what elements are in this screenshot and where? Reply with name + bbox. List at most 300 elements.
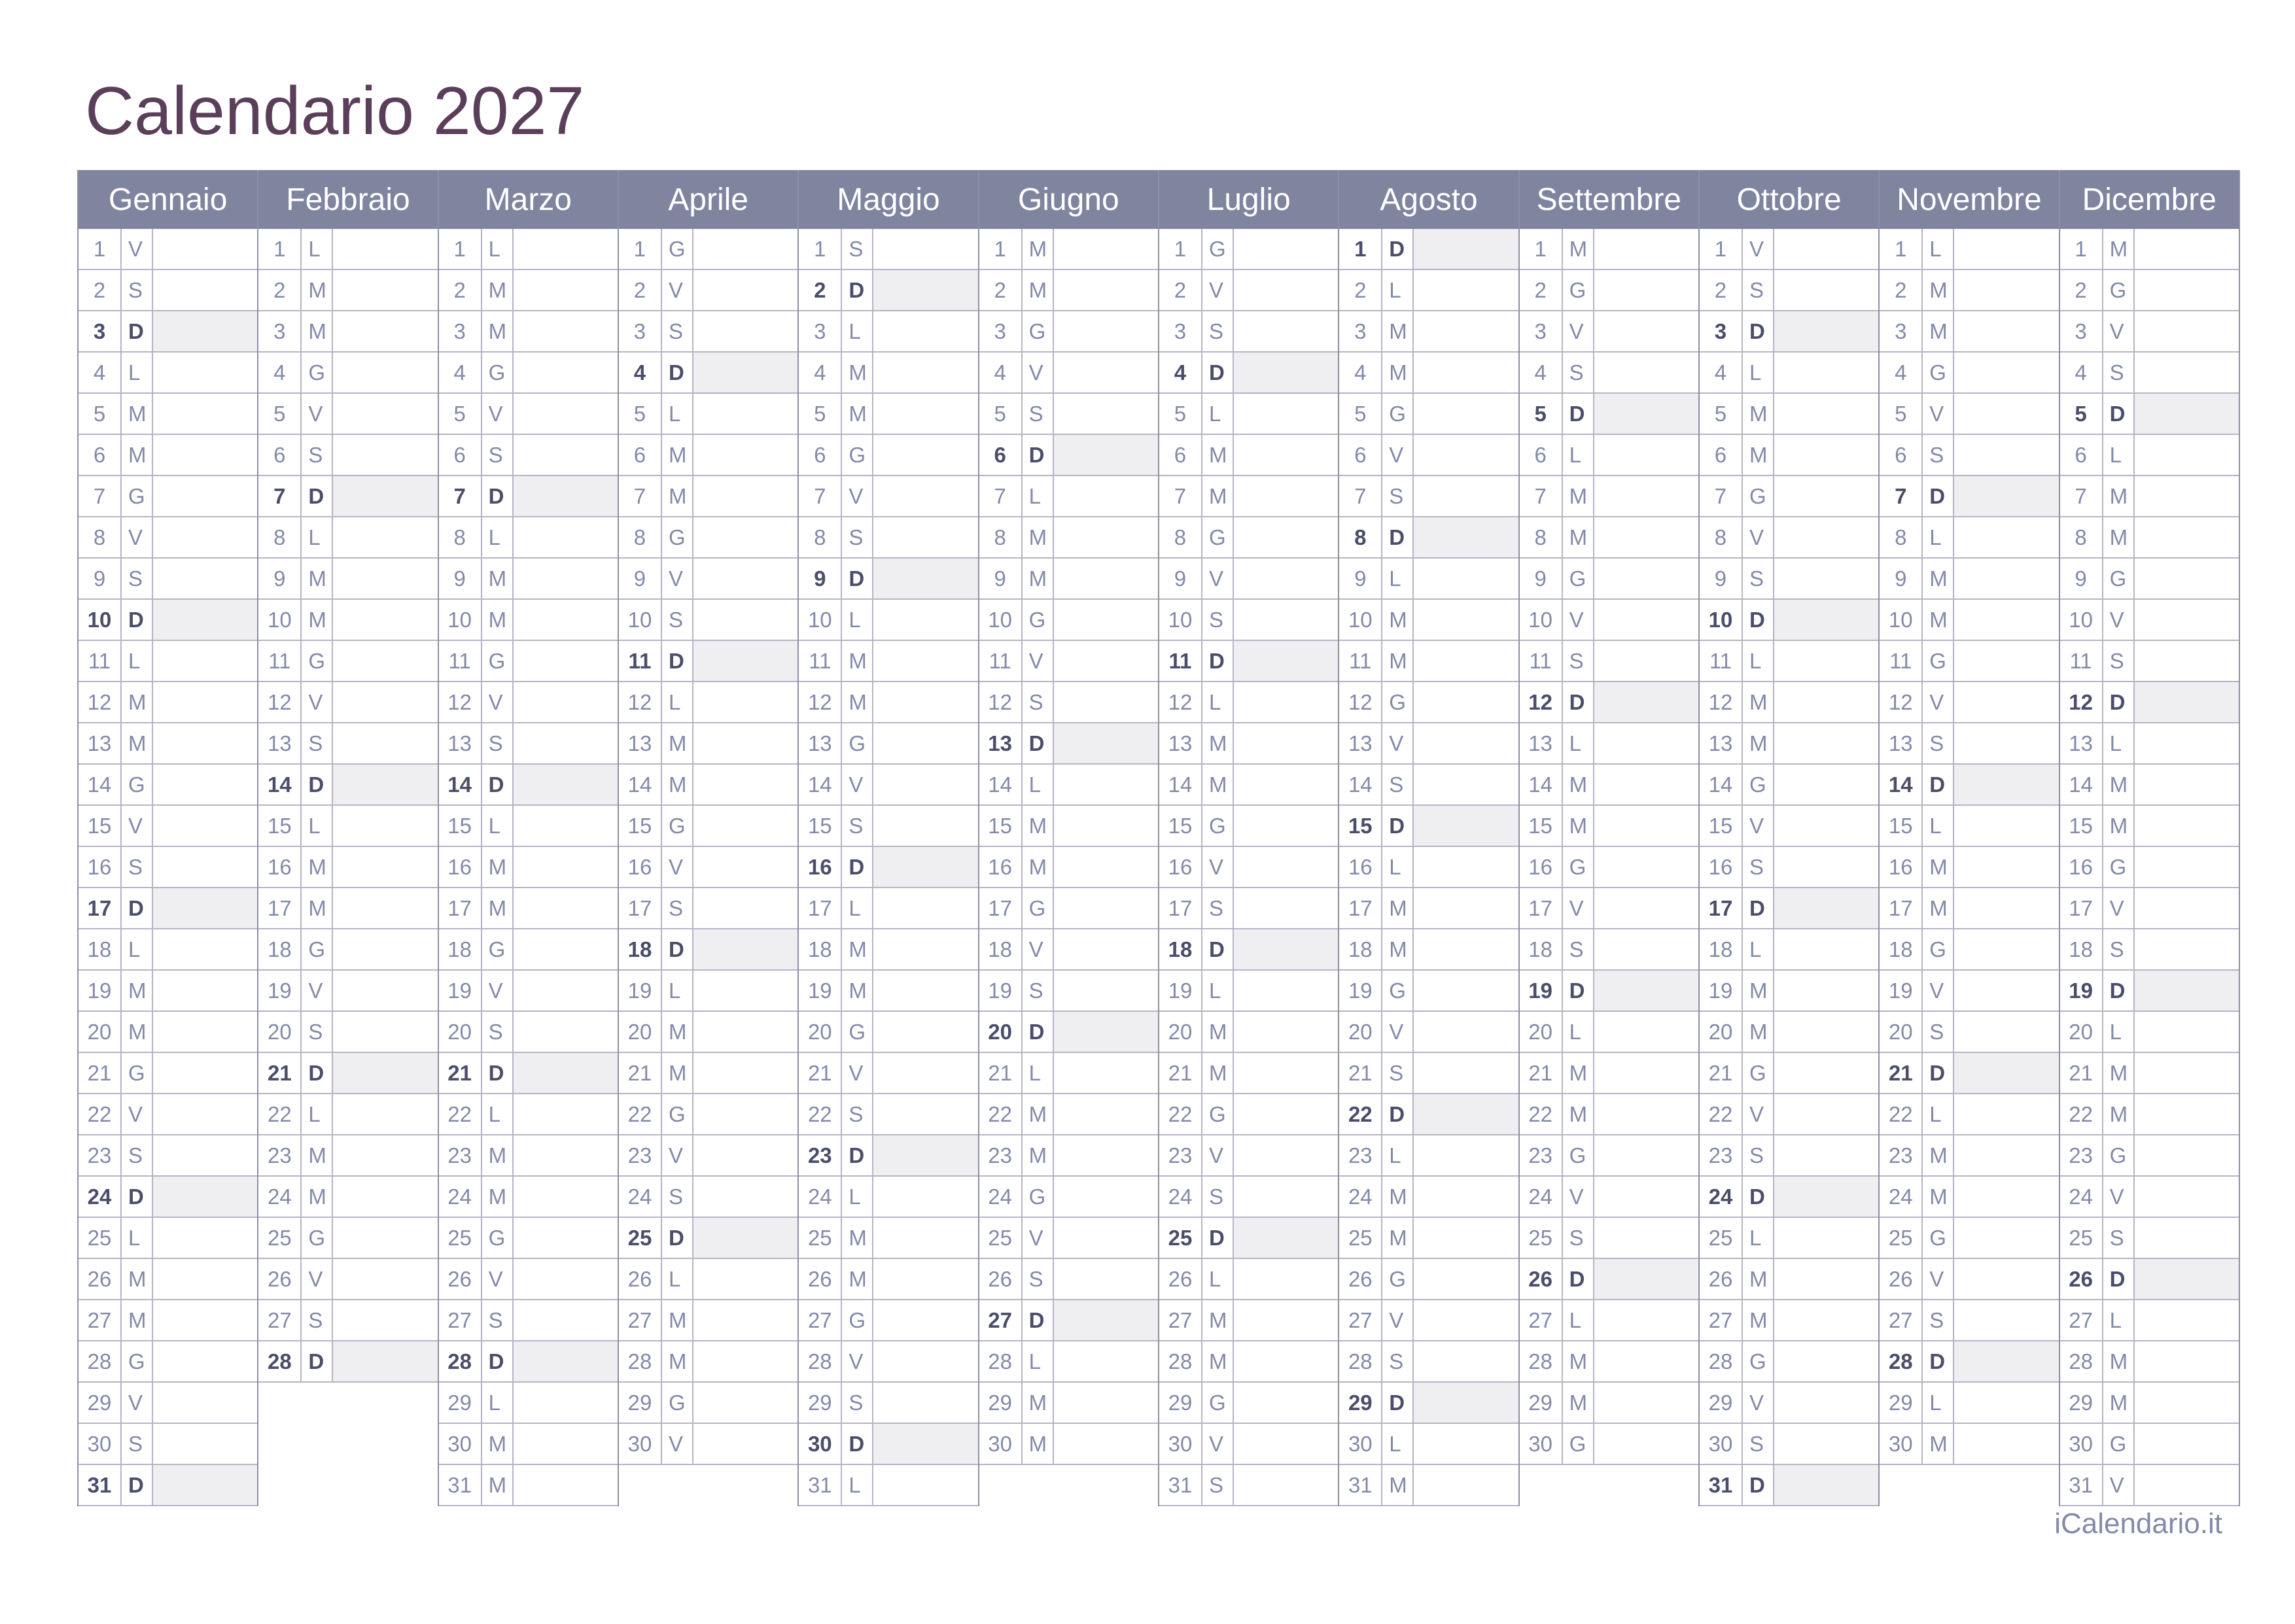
day-note-cell — [514, 1341, 618, 1381]
day-note-cell — [693, 229, 797, 269]
day-note-cell — [873, 1259, 977, 1299]
weekday-letter: S — [1743, 1424, 1774, 1464]
weekday-letter: G — [662, 229, 693, 269]
day-number: 6 — [1700, 435, 1743, 475]
day-row — [439, 971, 618, 1012]
weekday-letter: M — [662, 476, 693, 516]
day-note-cell — [1054, 682, 1158, 722]
day-number: 26 — [1520, 1259, 1563, 1299]
day-row — [258, 929, 437, 971]
day-number: 24 — [2060, 1177, 2103, 1217]
weekday-letter: V — [1202, 847, 1234, 887]
day-number: 9 — [439, 559, 482, 598]
day-number: 17 — [1520, 888, 1563, 928]
day-note-cell — [333, 806, 437, 846]
weekday-letter: M — [842, 1259, 873, 1299]
day-row — [2060, 929, 2239, 971]
day-number: 24 — [1159, 1177, 1202, 1217]
day-row — [1339, 1094, 1518, 1135]
day-note-cell — [2135, 311, 2239, 351]
day-note-cell — [153, 1094, 257, 1134]
weekday-letter: L — [1023, 765, 1054, 804]
day-row — [1339, 1259, 1518, 1300]
day-note-cell — [1234, 1341, 1338, 1381]
day-number: 23 — [79, 1135, 122, 1175]
day-row — [1339, 394, 1518, 435]
day-note-cell — [2135, 641, 2239, 681]
weekday-letter: V — [662, 1135, 693, 1175]
day-number: 8 — [1700, 517, 1743, 557]
weekday-letter: M — [1923, 600, 1954, 640]
day-number: 1 — [1880, 229, 1923, 269]
month-column-agosto — [1338, 170, 1518, 1506]
day-note-cell — [2135, 888, 2239, 928]
day-number: 7 — [439, 476, 482, 516]
day-number: 15 — [2060, 806, 2103, 846]
weekday-letter: G — [1023, 600, 1054, 640]
day-row — [979, 1218, 1158, 1259]
day-row — [439, 929, 618, 971]
day-note-cell — [873, 476, 977, 516]
day-note-cell — [1414, 682, 1518, 722]
day-number: 17 — [2060, 888, 2103, 928]
day-row — [1520, 847, 1698, 888]
day-note-cell — [1414, 847, 1518, 887]
day-row — [1700, 1012, 1878, 1053]
weekday-letter: G — [482, 1218, 514, 1258]
day-row — [799, 1383, 977, 1424]
weekday-letter: L — [1743, 1218, 1774, 1258]
day-row — [1520, 1094, 1698, 1135]
day-number: 24 — [1339, 1177, 1382, 1217]
weekday-letter: L — [1382, 1135, 1414, 1175]
day-row — [1520, 476, 1698, 517]
weekday-letter: S — [1743, 847, 1774, 887]
day-number: 4 — [799, 353, 842, 392]
day-number: 6 — [2060, 435, 2103, 475]
day-note-cell — [333, 270, 437, 310]
weekday-letter: V — [2103, 1177, 2135, 1217]
day-number: 6 — [1339, 435, 1382, 475]
day-note-cell — [1414, 517, 1518, 557]
weekday-letter: G — [1202, 517, 1234, 557]
day-note-cell — [873, 1341, 977, 1381]
day-number: 20 — [439, 1012, 482, 1052]
weekday-letter: M — [1202, 1053, 1234, 1093]
day-number: 11 — [439, 641, 482, 681]
day-row — [1159, 476, 1338, 517]
month-column-settembre — [1518, 170, 1698, 1506]
day-number: 10 — [2060, 600, 2103, 640]
day-row — [1520, 1177, 1698, 1218]
day-note-cell — [873, 435, 977, 475]
weekday-letter: L — [482, 1094, 514, 1134]
day-row — [1880, 723, 2058, 765]
day-number: 7 — [258, 476, 302, 516]
day-number: 22 — [1159, 1094, 1202, 1134]
day-row — [1880, 971, 2058, 1012]
day-row — [1700, 641, 1878, 682]
day-note-cell — [693, 806, 797, 846]
weekday-letter: D — [302, 1341, 333, 1381]
day-note-cell — [1414, 1341, 1518, 1381]
day-row — [1520, 1053, 1698, 1094]
weekday-letter: S — [122, 847, 153, 887]
day-number: 14 — [1159, 765, 1202, 804]
day-note-cell — [1954, 476, 2058, 516]
day-note-cell — [153, 1259, 257, 1299]
weekday-letter: V — [1382, 435, 1414, 475]
day-note-cell — [1594, 641, 1698, 681]
day-row — [799, 600, 977, 641]
day-note-cell — [1234, 394, 1338, 434]
day-number: 27 — [1520, 1300, 1563, 1340]
weekday-letter: M — [1382, 888, 1414, 928]
day-number: 12 — [2060, 682, 2103, 722]
weekday-letter: S — [122, 559, 153, 598]
weekday-letter: G — [1563, 270, 1594, 310]
day-note-cell — [514, 1259, 618, 1299]
day-note-cell — [1414, 1383, 1518, 1423]
day-row — [979, 682, 1158, 723]
day-row — [799, 1053, 977, 1094]
day-number: 28 — [619, 1341, 662, 1381]
day-number: 29 — [799, 1383, 842, 1423]
weekday-letter: G — [2103, 1135, 2135, 1175]
day-number: 19 — [1520, 971, 1563, 1011]
day-row — [1880, 1012, 2058, 1053]
day-number: 23 — [1159, 1135, 1202, 1175]
day-row — [1520, 353, 1698, 394]
day-note-cell — [514, 476, 618, 516]
weekday-letter: S — [302, 1012, 333, 1052]
day-note-cell — [1054, 1383, 1158, 1423]
day-number: 9 — [979, 559, 1023, 598]
day-number: 24 — [1520, 1177, 1563, 1217]
day-row — [258, 1053, 437, 1094]
day-note-cell — [873, 270, 977, 310]
weekday-letter: M — [842, 1218, 873, 1258]
day-number: 17 — [1880, 888, 1923, 928]
day-note-cell — [514, 1053, 618, 1093]
weekday-letter: L — [1023, 1053, 1054, 1093]
weekday-letter: L — [1923, 1383, 1954, 1423]
day-number: 25 — [1520, 1218, 1563, 1258]
day-row — [2060, 765, 2239, 806]
day-number: 24 — [1700, 1177, 1743, 1217]
day-row — [1880, 682, 2058, 723]
weekday-letter: L — [1202, 1259, 1234, 1299]
day-row — [1520, 1341, 1698, 1383]
weekday-letter: D — [1023, 435, 1054, 475]
day-number: 18 — [799, 929, 842, 969]
weekday-letter: G — [1382, 394, 1414, 434]
weekday-letter: G — [1382, 971, 1414, 1011]
day-row — [1339, 723, 1518, 765]
month-header: Dicembre — [2060, 170, 2239, 229]
month-header: Maggio — [799, 170, 977, 229]
weekday-letter: M — [1382, 1177, 1414, 1217]
weekday-letter: M — [1923, 1135, 1954, 1175]
day-note-cell — [153, 600, 257, 640]
weekday-letter: V — [302, 1259, 333, 1299]
day-note-cell — [514, 394, 618, 434]
day-row — [258, 435, 437, 476]
day-number: 5 — [258, 394, 302, 434]
month-header: Settembre — [1520, 170, 1698, 229]
day-row — [1159, 1424, 1338, 1465]
weekday-letter: M — [1382, 311, 1414, 351]
day-note-cell — [1774, 559, 1878, 598]
day-row — [1880, 1177, 2058, 1218]
day-row — [799, 888, 977, 929]
day-row — [2060, 1012, 2239, 1053]
day-number: 26 — [1159, 1259, 1202, 1299]
day-number: 17 — [979, 888, 1023, 928]
day-row — [1339, 600, 1518, 641]
day-row — [1159, 1383, 1338, 1424]
day-row — [1339, 765, 1518, 806]
day-number: 4 — [439, 353, 482, 392]
day-note-cell — [1954, 765, 2058, 804]
day-number: 5 — [439, 394, 482, 434]
day-row — [79, 270, 257, 311]
day-note-cell — [693, 1341, 797, 1381]
day-row — [1880, 435, 2058, 476]
day-row — [619, 1094, 797, 1135]
weekday-letter: G — [1563, 1135, 1594, 1175]
day-number: 30 — [1339, 1424, 1382, 1464]
day-row — [1700, 435, 1878, 476]
day-row — [1520, 1383, 1698, 1424]
day-note-cell — [153, 517, 257, 557]
day-number: 15 — [1339, 806, 1382, 846]
weekday-letter: L — [1202, 682, 1234, 722]
weekday-letter: L — [1563, 435, 1594, 475]
day-note-cell — [333, 394, 437, 434]
weekday-letter: M — [662, 1341, 693, 1381]
day-number: 25 — [1159, 1218, 1202, 1258]
weekday-letter: M — [1202, 1300, 1234, 1340]
weekday-letter: M — [1743, 1300, 1774, 1340]
day-number: 13 — [1339, 723, 1382, 763]
day-note-cell — [873, 1053, 977, 1093]
weekday-letter: G — [2103, 1424, 2135, 1464]
day-note-cell — [1414, 1177, 1518, 1217]
weekday-letter: M — [302, 1177, 333, 1217]
weekday-letter: S — [1563, 353, 1594, 392]
day-note-cell — [1954, 1424, 2058, 1464]
weekday-letter: D — [2103, 971, 2135, 1011]
weekday-letter: D — [1382, 229, 1414, 269]
day-row — [1700, 353, 1878, 394]
day-note-cell — [693, 476, 797, 516]
day-note-cell — [1414, 1135, 1518, 1175]
day-number: 3 — [2060, 311, 2103, 351]
day-note-cell — [873, 1383, 977, 1423]
day-number: 23 — [439, 1135, 482, 1175]
day-row — [1159, 1012, 1338, 1053]
day-number: 3 — [1700, 311, 1743, 351]
day-number: 20 — [1520, 1012, 1563, 1052]
weekday-letter: M — [1743, 1012, 1774, 1052]
day-number: 1 — [1700, 229, 1743, 269]
day-note-cell — [1054, 1341, 1158, 1381]
day-number: 1 — [79, 229, 122, 269]
day-note-cell — [1234, 888, 1338, 928]
day-row — [1159, 1259, 1338, 1300]
day-row — [79, 929, 257, 971]
day-number: 14 — [258, 765, 302, 804]
day-note-cell — [1594, 270, 1698, 310]
day-number: 11 — [1520, 641, 1563, 681]
day-row — [79, 682, 257, 723]
weekday-letter: L — [482, 806, 514, 846]
weekday-letter: L — [662, 1259, 693, 1299]
day-row — [2060, 559, 2239, 600]
weekday-letter: S — [1923, 1012, 1954, 1052]
day-note-cell — [1954, 1012, 2058, 1052]
weekday-letter: L — [2103, 1300, 2135, 1340]
weekday-letter: M — [302, 600, 333, 640]
day-number: 21 — [1339, 1053, 1382, 1093]
day-row — [1700, 765, 1878, 806]
weekday-letter: D — [842, 847, 873, 887]
day-number: 27 — [979, 1300, 1023, 1340]
day-row — [1159, 1053, 1338, 1094]
weekday-letter: G — [1563, 847, 1594, 887]
day-row — [2060, 682, 2239, 723]
day-row — [619, 1383, 797, 1424]
day-number: 28 — [799, 1341, 842, 1381]
day-number: 16 — [979, 847, 1023, 887]
day-note-cell — [2135, 1135, 2239, 1175]
day-row — [2060, 476, 2239, 517]
day-note-cell — [153, 1341, 257, 1381]
weekday-letter: V — [1743, 1094, 1774, 1134]
day-note-cell — [333, 1012, 437, 1052]
weekday-letter: M — [482, 1177, 514, 1217]
day-row — [1339, 229, 1518, 270]
day-number: 9 — [1700, 559, 1743, 598]
weekday-letter: D — [1743, 600, 1774, 640]
day-note-cell — [693, 1094, 797, 1134]
day-row — [619, 641, 797, 682]
weekday-letter: G — [1563, 559, 1594, 598]
day-row — [619, 1012, 797, 1053]
day-row — [439, 888, 618, 929]
day-number: 4 — [79, 353, 122, 392]
weekday-letter: V — [1382, 1012, 1414, 1052]
weekday-letter: L — [662, 394, 693, 434]
weekday-letter: L — [842, 311, 873, 351]
day-row — [619, 847, 797, 888]
day-number: 26 — [799, 1259, 842, 1299]
day-number: 1 — [439, 229, 482, 269]
day-number: 3 — [439, 311, 482, 351]
day-number: 30 — [619, 1424, 662, 1464]
day-number: 15 — [1880, 806, 1923, 846]
day-note-cell — [1774, 1383, 1878, 1423]
weekday-letter: L — [842, 600, 873, 640]
day-number: 8 — [979, 517, 1023, 557]
day-number: 29 — [1339, 1383, 1382, 1423]
day-number: 2 — [79, 270, 122, 310]
day-row — [1520, 806, 1698, 847]
weekday-letter: G — [1382, 682, 1414, 722]
day-number: 5 — [1700, 394, 1743, 434]
day-note-cell — [1594, 476, 1698, 516]
day-note-cell — [514, 1135, 618, 1175]
day-row — [2060, 1135, 2239, 1177]
weekday-letter: G — [1023, 1177, 1054, 1217]
weekday-letter: L — [1563, 1300, 1594, 1340]
weekday-letter: M — [1563, 1053, 1594, 1093]
weekday-letter: D — [1382, 806, 1414, 846]
day-row — [1339, 1300, 1518, 1341]
weekday-letter: M — [1743, 723, 1774, 763]
day-note-cell — [1234, 476, 1338, 516]
day-number: 29 — [619, 1383, 662, 1423]
day-note-cell — [153, 311, 257, 351]
day-number: 21 — [2060, 1053, 2103, 1093]
day-note-cell — [1954, 229, 2058, 269]
day-number: 15 — [619, 806, 662, 846]
weekday-letter: S — [1923, 435, 1954, 475]
day-number: 21 — [79, 1053, 122, 1093]
day-note-cell — [2135, 1424, 2239, 1464]
day-row — [979, 1012, 1158, 1053]
day-note-cell — [1954, 559, 2058, 598]
day-row — [1159, 229, 1338, 270]
day-number: 8 — [1880, 517, 1923, 557]
weekday-letter: S — [1563, 1218, 1594, 1258]
day-note-cell — [514, 1383, 618, 1423]
day-row — [799, 682, 977, 723]
day-note-cell — [2135, 435, 2239, 475]
weekday-letter: L — [302, 1094, 333, 1134]
weekday-letter: M — [1202, 435, 1234, 475]
day-note-cell — [1414, 929, 1518, 969]
day-note-cell — [1774, 1094, 1878, 1134]
day-row — [1700, 1259, 1878, 1300]
day-note-cell — [1594, 1341, 1698, 1381]
weekday-letter: G — [2103, 847, 2135, 887]
day-note-cell — [1774, 476, 1878, 516]
day-row — [979, 476, 1158, 517]
day-number: 11 — [258, 641, 302, 681]
weekday-letter: M — [482, 888, 514, 928]
day-note-cell — [873, 765, 977, 804]
day-note-cell — [153, 1053, 257, 1093]
weekday-letter: D — [1023, 723, 1054, 763]
day-row — [258, 1177, 437, 1218]
weekday-letter: M — [1202, 476, 1234, 516]
day-number: 12 — [258, 682, 302, 722]
weekday-letter: V — [1023, 929, 1054, 969]
day-row — [79, 559, 257, 600]
day-note-cell — [873, 847, 977, 887]
day-row — [799, 971, 977, 1012]
day-number: 11 — [1880, 641, 1923, 681]
day-row — [2060, 1259, 2239, 1300]
weekday-letter: L — [1743, 353, 1774, 392]
weekday-letter: M — [1563, 1383, 1594, 1423]
day-note-cell — [514, 1094, 618, 1134]
weekday-letter: S — [122, 1424, 153, 1464]
day-number: 10 — [1520, 600, 1563, 640]
day-note-cell — [693, 1259, 797, 1299]
